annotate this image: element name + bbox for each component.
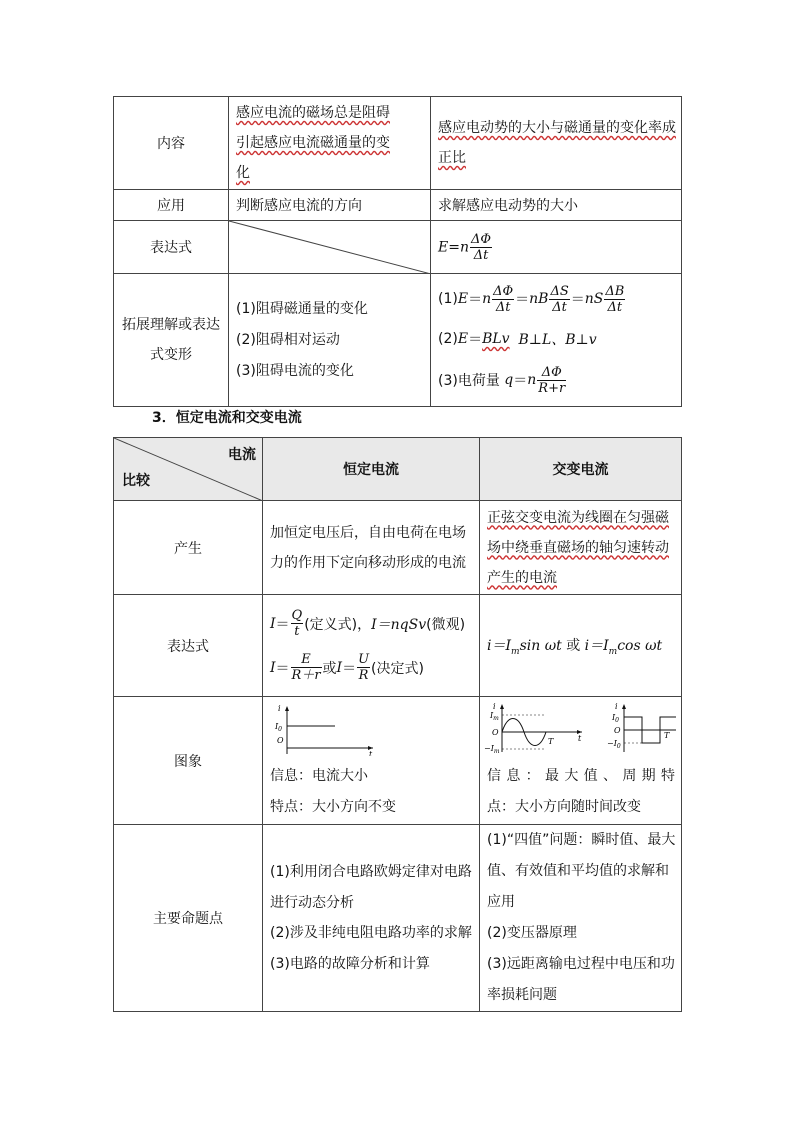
extension-formula-3: (3)电荷量 q ＝ n $\frac{\Delta\Phi}{R+r}$ [438, 364, 566, 396]
sine-origin: O [492, 728, 499, 737]
law-comparison-table [113, 96, 682, 407]
sine-axis-i: i [493, 702, 496, 711]
fraction: $\frac{Q}{t}$ [291, 608, 303, 639]
row-label-application: 应用 [114, 190, 229, 221]
section-title: 3．恒定电流和交变电流 [152, 410, 302, 426]
fraction: $\frac{\Delta B}{\Delta t}$ [605, 283, 625, 315]
row-label-topics: 主要命题点 [114, 825, 263, 1012]
dc-axis-t: t [369, 750, 373, 756]
dc-origin: O [277, 736, 284, 745]
square-neg-i0-label: $-I_0$ [607, 739, 621, 750]
diagonal-line [229, 221, 431, 274]
dc-graph-cell [263, 697, 480, 825]
fraction: $\frac{\Delta\Phi}{\Delta t}$ [471, 231, 492, 263]
dc-formula-2: I ＝ $\frac{E}{R+r}$ 或 I ＝ $\frac{U}{R}$ (决定式) [270, 652, 424, 683]
row-label-produce: 产生 [114, 501, 263, 595]
fraction: $\frac{\Delta S}{\Delta t}$ [550, 283, 569, 315]
fraction: $\frac{U}{R}$ [358, 652, 370, 683]
row-label-graph: 图象 [114, 697, 263, 825]
row-label-extension: 拓展理解或表达式变形 [114, 274, 229, 407]
dc-i0-label: $I_0$ [275, 722, 282, 733]
square-period-label: T [664, 731, 670, 740]
faraday-application: 求解感应电动势的大小 [431, 190, 682, 221]
faraday-expression: E=n $\frac{\Delta\Phi}{\Delta t}$ [431, 221, 682, 274]
ac-produce: 正弦交变电流为线圈在匀强磁场中绕垂直磁场的轴匀速转动产生的电流 [480, 501, 682, 595]
dc-topics: (1)利用闭合电路欧姆定律对电路进行动态分析 (2)涉及非纯电阻电路功率的求解 (3)电路的故障分析和计算 [263, 825, 480, 1012]
header-dc: 恒定电流 [263, 438, 480, 501]
ac-graph-cell [480, 697, 682, 825]
corner-header: 电流 比较 [114, 438, 263, 501]
extension-formula-1: (1) E ＝ n $\frac{\Delta\Phi}{\Delta t}$ ＝ nB $\frac{\Delta S}{\Delta t}$ ＝ nS $\frac{\Delta B}{\Delta t}$ [438, 283, 625, 315]
lenz-extension: (1)阻碍磁通量的变化 (2)阻碍相对运动 (3)阻碍电流的变化 [229, 274, 431, 407]
empty-diagonal-cell [229, 221, 431, 274]
row-label-content: 内容 [114, 97, 229, 190]
sine-neg-im-label: $-I_m$ [484, 744, 500, 754]
ac-topics: (1)“四值”问题：瞬时值、最大值、有效值和平均值的求解和应用 (2)变压器原理 (3)远距离输电过程中电压和功率损耗问题 [480, 825, 682, 1012]
ac-graph-text: 信息：最大值、周期特 点：大小方向随时间改变 [487, 768, 675, 815]
sine-graph [484, 700, 586, 754]
sine-axis-t: t [578, 734, 582, 743]
fraction: $\frac{\Delta\Phi}{R+r}$ [538, 364, 566, 396]
dc-expression [263, 595, 480, 697]
row-label-expression: 表达式 [114, 595, 263, 697]
faraday-extension [431, 274, 682, 407]
fraction: $\frac{\Delta\Phi}{\Delta t}$ [493, 283, 514, 315]
extension-formula-2: (2) E ＝ BLv B⊥L、B⊥v [438, 331, 597, 348]
fraction: $\frac{E}{R+r}$ [291, 652, 321, 683]
dc-graph [269, 702, 379, 756]
square-axis-i: i [615, 702, 618, 711]
dc-formula-1: I ＝ $\frac{Q}{t}$ (定义式)， I＝nqSv (微观) [270, 608, 466, 639]
square-origin: O [614, 726, 621, 735]
current-comparison-table [113, 437, 682, 1012]
ac-expression: $i=I_m\sin$ ωt 或 $i=I_m\cos$ ωt [480, 595, 682, 697]
dc-graph-text: 信息：电流大小 特点：大小方向不变 [270, 768, 396, 815]
square-i0-label: $I_0$ [612, 713, 619, 724]
sine-im-label: $I_m$ [490, 711, 499, 722]
faraday-content: 感应电动势的大小与磁通量的变化率成正比 [431, 97, 682, 190]
lenz-application: 判断感应电流的方向 [229, 190, 431, 221]
dc-produce: 加恒定电压后，自由电荷在电场力的作用下定向移动形成的电流 [263, 501, 480, 595]
lenz-content: 感应电流的磁场总是阻碍 引起感应电流磁通量的变 化 [229, 97, 431, 190]
sine-period-label: T [548, 737, 554, 746]
square-wave-graph [606, 700, 678, 754]
row-label-expression: 表达式 [114, 221, 229, 274]
header-ac: 交变电流 [480, 438, 682, 501]
dc-axis-i: i [278, 704, 281, 713]
